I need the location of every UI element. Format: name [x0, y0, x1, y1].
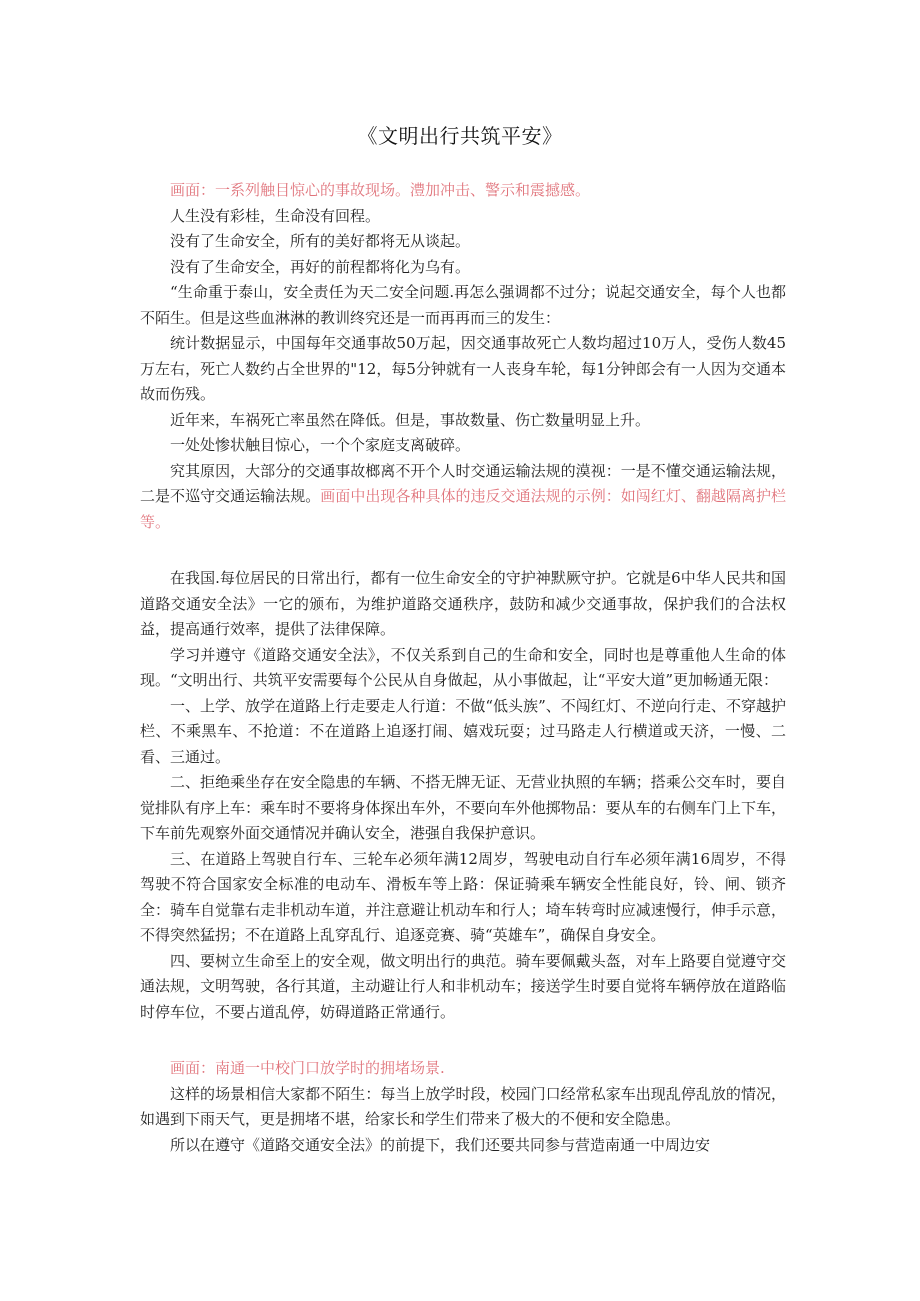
paragraph-4: “生命重于泰山，安全责任为天二安全问题.再怎么强调都不过分；说起交通安全，每个人也都不陌生。但是这些血淋淋的教训终究还是一而再再而三的发生： [140, 283, 786, 327]
scene-note-3: 画面：南通一中校门口放学时的拥堵场景. [170, 1059, 445, 1077]
paragraph-school-gate: 这样的场景相信大家都不陌生：每当上放学时段，校园门口经常私家车出现乱停乱放的情况，如遇到下雨天气，更是拥堵不堪，给家长和学生们带来了极大的不便和安全隐患。 [140, 1084, 786, 1128]
paragraph-causes-text: 究其原因，大部分的交通事故榔离不开个人时交通运输法规的漠视：一是不懂交通运输法规，二是不巡守交通运输法规。 [140, 461, 786, 505]
paragraph-final: 所以在遵守《道路交通安全法》的前提下，我们还要共同参与营造南通一中周边安 [170, 1135, 711, 1154]
paragraph-6: 近年来，车祸死亡率虽然在降低。但是，事故数量、伤亡数量明显上升。 [170, 410, 651, 429]
paragraph-2: 没有了生命安全，所有的美好都将无从谈起。 [170, 232, 471, 250]
paragraph-1: 人生没有彩桂，生命没有回程。 [170, 206, 381, 225]
paragraph-7: 一处处惨状触目惊心，一个个家庭支离破碎。 [170, 436, 471, 454]
rule-item-1: 一、上学、放学在道路上行走要走人行道：不做“低头族”、不闯红灯、不逆向行走、不穿越护栏、不乘黑车、不抢道：不在道路上追逐打闹、嬉戏玩耍；过马路走人行横道或天济，一慢、二看、三通过。 [140, 696, 786, 766]
rule-item-4: 四、要树立生命至上的安全观，做文明出行的典范。骑车要佩戴头盔，对车上路要自觉遵守交通法规，文明驾驶，各行其道，主动避让行人和非机动车；接送学生时要自觉将车辆停放在道路临时停车位，不要占道乱停，妨碍道路正常通行。 [140, 951, 786, 1021]
section-gap [140, 535, 786, 566]
scene-note-1: 画面：一系列触目惊心的事故现场。澧加冲击、警示和震撼感。 [170, 181, 591, 199]
paragraph-3: 没有了生命安全，再好的前程都将化为乌有。 [170, 257, 471, 276]
rule-item-2: 二、拒绝乘坐存在安全隐患的车辆、不搭无牌无证、无营业执照的车辆；搭乘公交车时，要自觉排队有序上车：乘车时不要将身体探出车外，不要向车外他掷物品：要从车的右侧车门上下车，下车前先观察外面交通情况并确认安全，港强自我保护意识。 [140, 773, 786, 842]
paragraph-statistics: 统计数据显示，中国每年交通事故50万起，因交通事故死亡人数均超过10万人，受伤人数45万左右，死亡人数约占全世界的"12，每5分钟就有一人丧身车轮，每1分钟郎会有一人因为交通本故而伤残。 [140, 334, 786, 403]
paragraph-law-intro: 在我国.每位居民的日常出行，都有一位生命安全的守护神默厥守护。它就是6中华人民共和国道路交通安全法》一它的颁布，为维护道路交通秩序，鼓防和减少交通事故，保护我们的合法权益，提高通行效率，提供了法律保障。 [140, 569, 786, 638]
document-body [140, 178, 786, 1158]
paragraph-causes [140, 459, 786, 536]
section-gap [140, 1025, 786, 1056]
rule-item-3: 三、在道路上驾驶自行车、三轮车必须年满12周岁，驾驶电动自行车必须年满16周岁，不得驾驶不符合国家安全标准的电动车、滑板车等上路：保证骑乘车辆安全性能良好，铃、闸、锁齐全：骑车自觉靠右走非机动车道，并注意避让机动车和行人；埼车转弯时应减速慢行，伸手示意，不得突然猛拐；不在道路上乱穿乱行、追逐竞赛、骑“英雄车”，确保自身安全。 [140, 849, 786, 944]
scene-note-2: 画面中出现各种具体的违反交通法规的示例：如闯红灯、翻越隔离护栏等。 [140, 487, 786, 531]
document-title: 《文明出行共筑平安》 [357, 124, 563, 148]
paragraph-law-study: 学习并遵守《道路交通安全法》，不仅关系到自己的生命和安全，同时也是尊重他人生命的体现。“文明出行、共筑平安需要每个公民从自身做起，从小事做起，让“平安大道”更加畅通无限： [140, 645, 786, 689]
